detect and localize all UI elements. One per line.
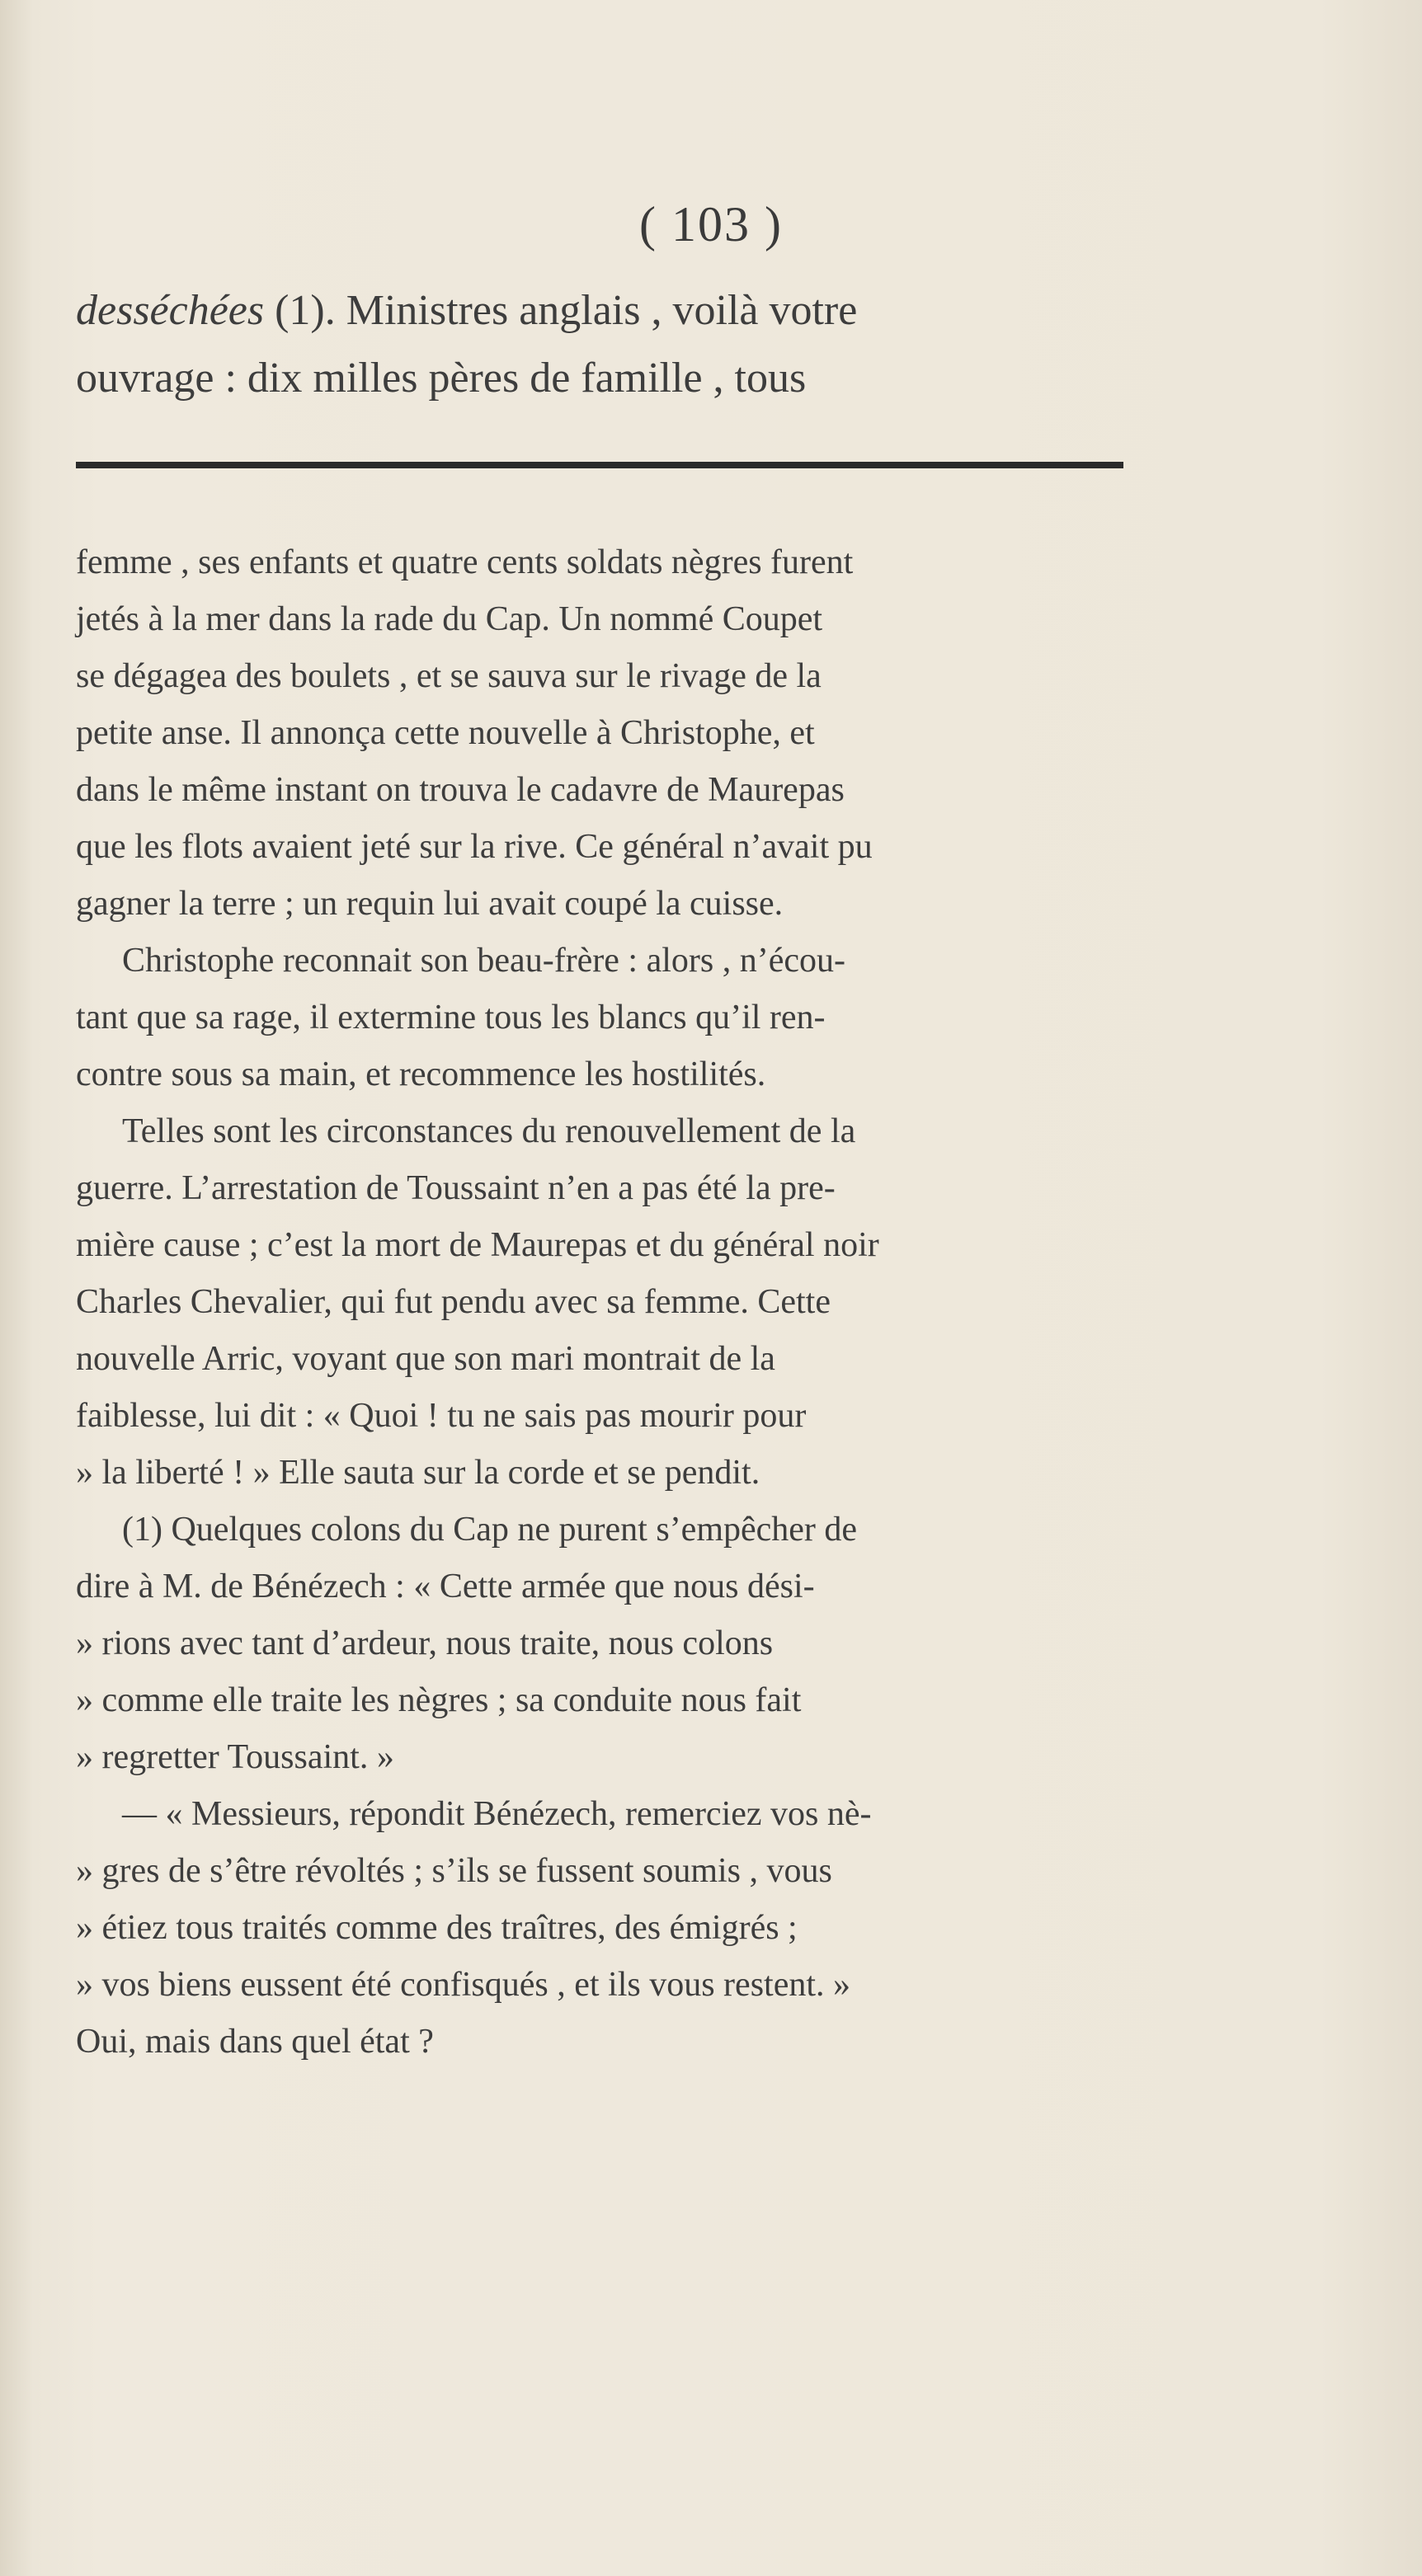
body-line: Telles sont les circonstances du renouvellement de la: [122, 1112, 856, 1150]
body-line: que les flots avaient jeté sur la rive. Ce général n’avait pu: [76, 828, 873, 866]
body-line: Christophe reconnait son beau-frère : alors , n’écou-: [122, 942, 845, 980]
body-line: nouvelle Arric, voyant que son mari montrait de la: [76, 1340, 775, 1378]
footnote-line: dire à M. de Bénézech : « Cette armée que nous dési-: [76, 1568, 815, 1605]
body-line: mière cause ; c’est la mort de Maurepas et du général noir: [76, 1226, 879, 1264]
footnote-line: » rions avec tant d’ardeur, nous traite, nous colons: [76, 1624, 774, 1662]
body-line: dans le même instant on trouva le cadavre de Maurepas: [76, 771, 845, 809]
footnote-line: » comme elle traite les nègres ; sa conduite nous fait: [76, 1681, 802, 1719]
footnote-line: Oui, mais dans quel état ?: [76, 2023, 434, 2061]
body-line: jetés à la mer dans la rade du Cap. Un nommé Coupet: [76, 600, 823, 638]
body-line: petite anse. Il annonça cette nouvelle à Christophe, et: [76, 714, 815, 752]
page-number-header: ( 103 ): [639, 197, 783, 251]
continued-text: [76, 277, 1148, 412]
text-line-2: ouvrage : dix milles pères de famille , tous: [76, 355, 807, 402]
body-line: guerre. L’arrestation de Toussaint n’en a pas été la pre-: [76, 1169, 836, 1207]
footnote-line: » vos biens eussent été confisqués , et ils vous restent. »: [76, 1966, 851, 2004]
body-line: gagner la terre ; un requin lui avait coupé la cuisse.: [76, 885, 784, 923]
body-line: femme , ses enfants et quatre cents soldats nègres furent: [76, 543, 854, 581]
horizontal-rule: [76, 462, 1123, 468]
footnote-line: » étiez tous traités comme des traîtres, des émigrés ;: [76, 1909, 798, 1947]
footnote-line: — « Messieurs, répondit Bénézech, remerciez vos nè-: [122, 1795, 872, 1833]
footnote-line: (1) Quelques colons du Cap ne purent s’empêcher de: [122, 1511, 858, 1549]
body-line: » la liberté ! » Elle sauta sur la corde et se pendit.: [76, 1454, 760, 1492]
italic-word: desséchées: [76, 287, 265, 334]
line-1-rest: (1). Ministres anglais , voilà votre: [264, 287, 858, 334]
body-line: Charles Chevalier, qui fut pendu avec sa femme. Cette: [76, 1283, 831, 1321]
body-line: contre sous sa main, et recommence les hostilités.: [76, 1055, 766, 1093]
body-line: se dégagea des boulets , et se sauva sur le rivage de la: [76, 657, 822, 695]
body-line: tant que sa rage, il extermine tous les blancs qu’il ren-: [76, 999, 826, 1037]
body-text: [76, 534, 1148, 2071]
text-line-1: [76, 277, 1148, 345]
body-line: faiblesse, lui dit : « Quoi ! tu ne sais pas mourir pour: [76, 1397, 807, 1435]
footnote-line: » gres de s’être révoltés ; s’ils se fussent soumis , vous: [76, 1852, 832, 1890]
footnote-line: » regretter Toussaint. »: [76, 1738, 394, 1776]
